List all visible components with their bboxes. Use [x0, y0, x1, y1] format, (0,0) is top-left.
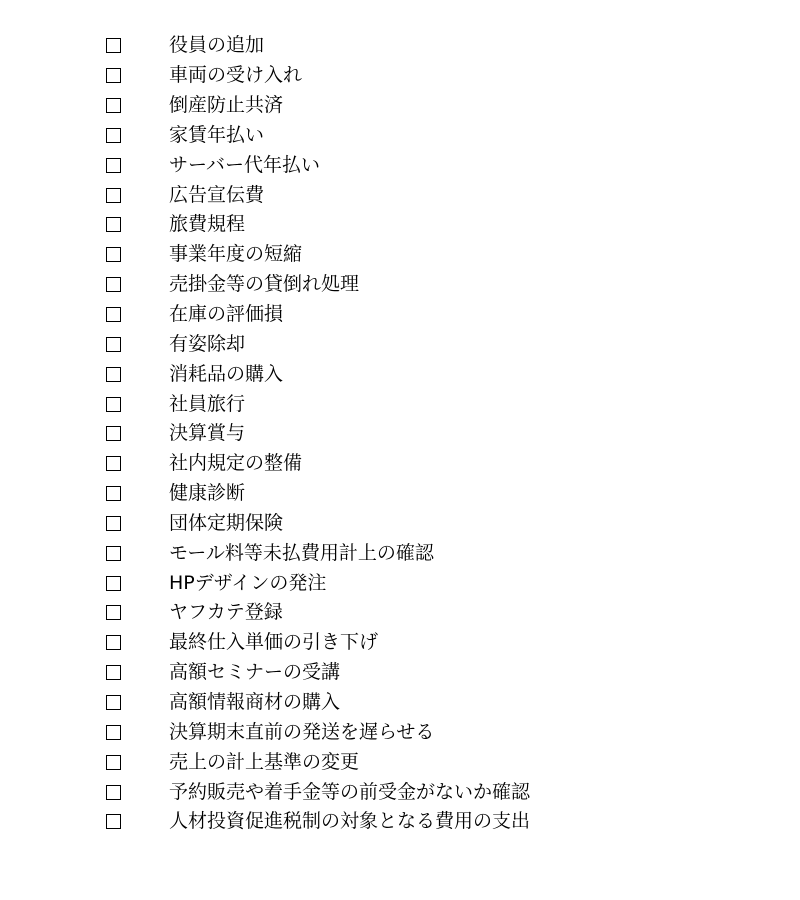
checklist-item-label: サーバー代年払い — [169, 153, 321, 176]
checklist-item-label: 売上の計上基準の変更 — [169, 750, 360, 773]
checkbox[interactable] — [106, 337, 121, 352]
checklist-item — [106, 747, 530, 777]
checklist-item — [106, 568, 530, 598]
checklist-item-label: 社内規定の整備 — [169, 452, 303, 475]
checklist-item-label: 車両の受け入れ — [169, 64, 303, 87]
checklist-item — [106, 777, 530, 807]
checkbox[interactable] — [106, 516, 121, 531]
checklist-item-label: 家賃年払い — [169, 123, 265, 146]
checkbox[interactable] — [106, 128, 121, 143]
checklist-item — [106, 479, 530, 509]
checklist-item — [106, 359, 530, 389]
checklist-item — [106, 389, 530, 419]
checkbox[interactable] — [106, 277, 121, 292]
checklist-item — [106, 150, 530, 180]
checklist-item-label: 消耗品の購入 — [169, 362, 284, 385]
checklist-item — [106, 121, 530, 151]
checkbox[interactable] — [106, 38, 121, 53]
checklist-item-label: 高額情報商材の購入 — [169, 690, 341, 713]
checklist-item-label: ヤフカテ登録 — [169, 601, 283, 624]
checkbox[interactable] — [106, 247, 121, 262]
checklist-item — [106, 419, 530, 449]
checklist-item-label: 社員旅行 — [169, 392, 246, 415]
checklist-item-label: モール料等未払費用計上の確認 — [169, 541, 434, 564]
checklist-item-label: 予約販売や着手金等の前受金がないか確認 — [169, 780, 531, 803]
checklist-item — [106, 91, 530, 121]
checklist-item — [106, 807, 530, 837]
checklist-item-label: 有姿除却 — [169, 332, 246, 355]
checklist-item — [106, 628, 530, 658]
checklist-item-label: 決算期末直前の発送を遅らせる — [169, 720, 435, 743]
checklist-item — [106, 240, 530, 270]
checklist — [106, 31, 530, 837]
checkbox[interactable] — [106, 665, 121, 680]
checklist-item-label: 高額セミナーの受講 — [169, 661, 341, 684]
checkbox[interactable] — [106, 755, 121, 770]
checklist-item-label: 役員の追加 — [169, 34, 265, 57]
checklist-item — [106, 270, 530, 300]
checklist-item-label: 倒産防止共済 — [169, 94, 284, 117]
checklist-item — [106, 658, 530, 688]
checkbox[interactable] — [106, 605, 121, 620]
checklist-item — [106, 31, 530, 61]
checkbox[interactable] — [106, 695, 121, 710]
checkbox[interactable] — [106, 397, 121, 412]
checkbox[interactable] — [106, 486, 121, 501]
checkbox[interactable] — [106, 426, 121, 441]
checklist-item-label: 人材投資促進税制の対象となる費用の支出 — [169, 810, 531, 833]
checklist-item — [106, 210, 530, 240]
checkbox[interactable] — [106, 158, 121, 173]
checkbox[interactable] — [106, 785, 121, 800]
checklist-item-label: 最終仕入単価の引き下げ — [169, 631, 379, 654]
checkbox[interactable] — [106, 725, 121, 740]
checklist-item-label: 売掛金等の貸倒れ処理 — [169, 273, 360, 296]
checklist-item — [106, 300, 530, 330]
checklist-item — [106, 329, 530, 359]
checklist-item-label: 事業年度の短縮 — [169, 243, 303, 266]
checklist-item — [106, 509, 530, 539]
checklist-item — [106, 180, 530, 210]
checkbox[interactable] — [106, 635, 121, 650]
checkbox[interactable] — [106, 367, 121, 382]
checklist-item — [106, 598, 530, 628]
checkbox[interactable] — [106, 217, 121, 232]
checkbox[interactable] — [106, 307, 121, 322]
checklist-item — [106, 61, 530, 91]
checkbox[interactable] — [106, 576, 121, 591]
checklist-item — [106, 717, 530, 747]
checklist-item — [106, 449, 530, 479]
checklist-item-label: 決算賞与 — [169, 422, 246, 445]
checklist-item-label: 健康診断 — [169, 482, 246, 505]
checklist-item-label: 団体定期保険 — [169, 511, 284, 534]
checklist-item-label: 在庫の評価損 — [169, 303, 284, 326]
checkbox[interactable] — [106, 188, 121, 203]
checkbox[interactable] — [106, 814, 121, 829]
checklist-item-label: 旅費規程 — [169, 213, 246, 236]
checklist-item — [106, 688, 530, 718]
checkbox[interactable] — [106, 68, 121, 83]
checklist-item — [106, 538, 530, 568]
checklist-item-label: 広告宣伝費 — [169, 183, 265, 206]
checklist-item-label: HPデザインの発注 — [169, 571, 327, 594]
checkbox[interactable] — [106, 456, 121, 471]
checkbox[interactable] — [106, 98, 121, 113]
checkbox[interactable] — [106, 546, 121, 561]
